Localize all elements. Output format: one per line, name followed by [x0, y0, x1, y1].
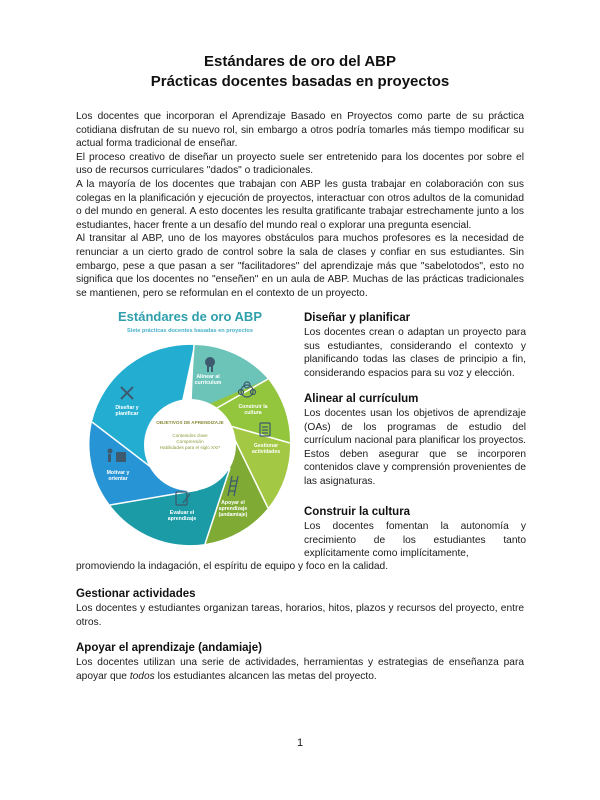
intro-paragraph: Al transitar al ABP, uno de los mayores obstáculos para muchos profesores es la necesidad de renunciar a un cierto grado de control sobre la sala de clases y confiar en sus estudiantes. Sin embargo, pese a que pasan a ser "facilitadores" del aprendizaje más que "sabelotodos", esto no significa que los docentes no "enseñen" en un aula de ABP. Muchas de las prácticas tradicionales se mantienen, pero se reformulan en el contexto de un proyecto.: [76, 233, 524, 299]
segment-label: Evaluar el aprendizaje: [167, 510, 197, 522]
section-heading: Gestionar actividades: [76, 588, 196, 600]
center-heading: OBJETIVOS DE APRENDIZAJE: [156, 420, 224, 425]
section-body: Los docentes usan los objetivos de aprendizaje (OAs) de los programas de estudio del currículum nacional para planificar los proyectos. Estos deben asegurar que se incorporen contenidos clave y comprensión provenientes de las asignaturas.: [304, 408, 526, 487]
document-title: Estándares de oro del ABP: [204, 53, 396, 70]
page-number: 1: [296, 737, 304, 749]
section-body-text: Los docentes utilizan una serie de actividades, herramientas y estrategias de enseñanza para apoyar que: [76, 657, 524, 682]
section-construir: [304, 505, 526, 561]
standards-wheel: [80, 340, 300, 550]
segment-label: Gestionar actividades: [251, 443, 281, 455]
section-heading: Diseñar y planificar: [304, 312, 411, 324]
section-body: Los docentes fomentan la autonomía y crecimiento de los estudiantes tanto explícitamente como implícitamente,: [304, 521, 526, 560]
figure-title: Estándares de oro ABP: [117, 309, 262, 324]
center-line: Comprensión: [176, 439, 204, 444]
segment-label: Construir la cultura: [238, 404, 268, 416]
segment-label: Motivar y orientar: [106, 470, 130, 482]
section-body-text: los estudiantes alcancen las metas del proyecto.: [154, 670, 377, 682]
center-line: Contenidos clave: [172, 433, 208, 438]
section-heading: Apoyar el aprendizaje (andamiaje): [76, 642, 262, 654]
segment-label: Apoyar el aprendizaje (andamiaje): [218, 500, 248, 518]
document-subtitle: Prácticas docentes basadas en proyectos: [150, 73, 450, 90]
intro-text: [76, 110, 524, 300]
section-disenar: [304, 311, 526, 380]
section-heading: Construir la cultura: [304, 506, 411, 518]
section-apoyar: [76, 641, 524, 683]
intro-paragraph: Los docentes que incorporan el Aprendizaje Basado en Proyectos como parte de su práctica cotidiana disfrutan de su nuevo rol, sin embargo a otros podría tomarles más tiempo modificar su actual forma tradicional de enseñar.: [76, 111, 524, 150]
figure-subtitle: Siete prácticas docentes basadas en proyectos: [127, 328, 253, 334]
center-line: Habilidades para el siglo XXI*: [159, 445, 221, 450]
emphasis-text: todos: [129, 670, 155, 682]
section-body: [76, 656, 524, 683]
section-construir-continuation: promoviendo la indagación, el espíritu de equipo y foco en la calidad.: [76, 561, 389, 572]
section-gestionar: [76, 587, 524, 629]
segment-label: Diseñar y planificar: [115, 405, 139, 417]
abp-standards-figure: [80, 305, 300, 545]
section-body: Los docentes crean o adaptan un proyecto para sus estudiantes, considerando el contexto y planificando todas las clases de principio a fin, considerando espacios para su voz y elección.: [304, 327, 526, 379]
section-heading: Alinear al currículum: [304, 393, 419, 405]
intro-paragraph: A la mayoría de los docentes que trabajan con ABP les gusta trabajar en colaboración con sus colegas en la planificación y ejecución de proyectos, interactuar con otros adultos de la comunidad o del mundo en general. A esto docentes les resulta gratificante trabajar estrechamente junto a los estudiantes, hacer frente a un desafío del mundo real o explorar una pregunta esencial.: [76, 178, 524, 231]
section-body: Los docentes y estudiantes organizan tareas, horarios, hitos, plazos y recursos del proyecto, entre otros.: [76, 603, 524, 628]
intro-paragraph: El proceso creativo de diseñar un proyecto suele ser entretenido para los docentes por sobre el uso de recursos curriculares "dados" o tradicionales.: [76, 151, 524, 177]
section-alinear: [304, 392, 526, 489]
segment-label: Alinear al currículum: [194, 374, 222, 386]
